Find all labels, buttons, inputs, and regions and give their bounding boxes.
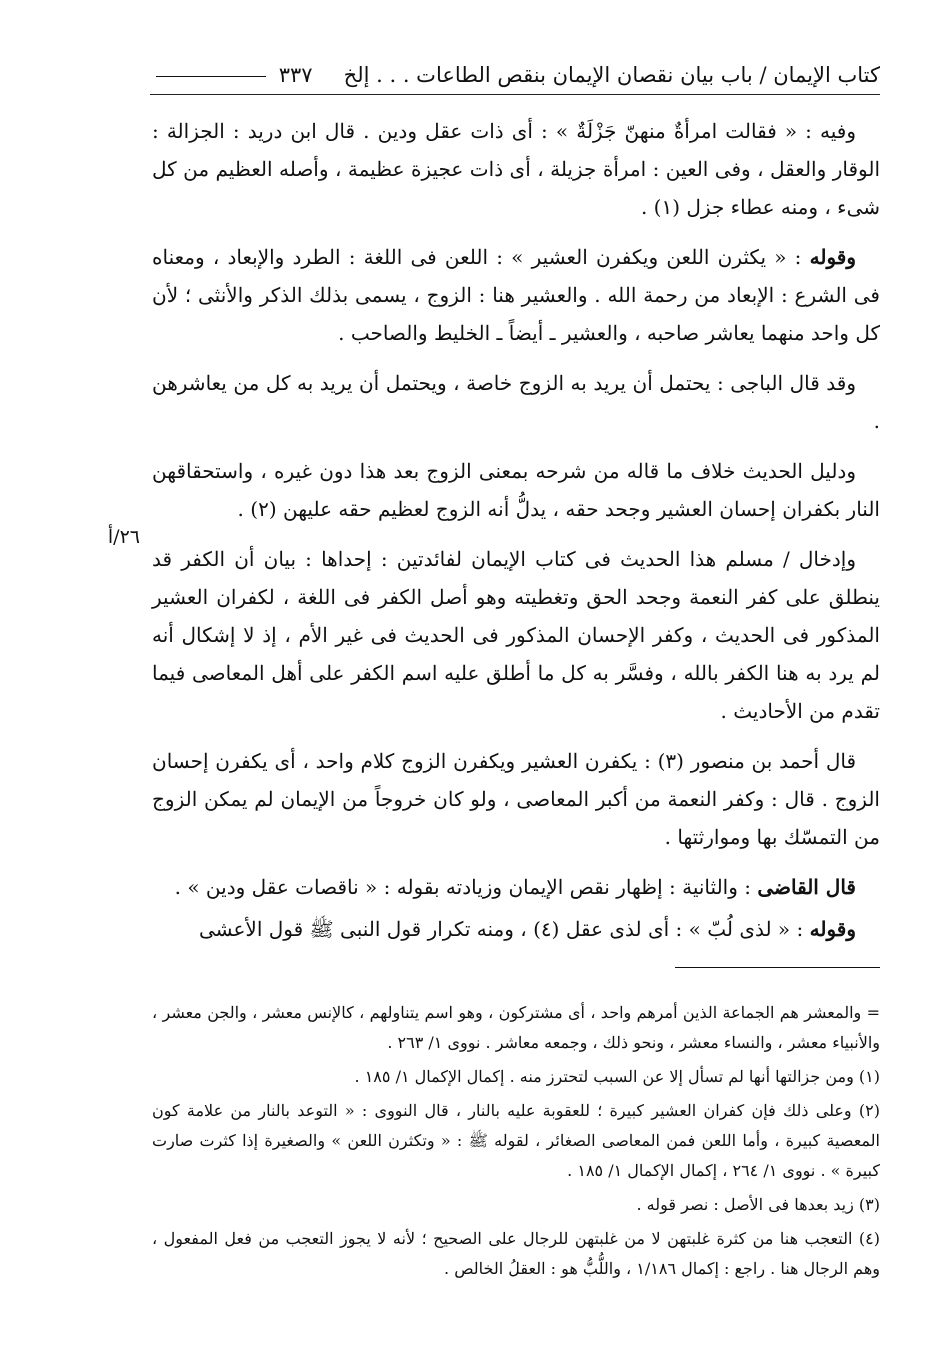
paragraph-text: ودليل الحديث خلاف ما قاله من شرحه بمعنى الزوج بعد هذا دون غيره ، واستحقاقهن النار بكفران إحسان العشير وجحد حقه ، يدلُّ أنه الزوج لعظيم حقه عليهن (٢) . bbox=[152, 459, 880, 521]
footnote-divider bbox=[675, 967, 880, 968]
page-number-group bbox=[150, 58, 313, 92]
paragraph-text: وقد قال الباجى : يحتمل أن يريد به الزوج خاصة ، ويحتمل أن يريد به كل من يعاشرهن . bbox=[152, 371, 880, 433]
footnote-3: (٣) زيد بعدها فى الأصل : نصر قوله . bbox=[636, 1195, 880, 1214]
margin-folio-note: ٢٦/أ bbox=[107, 526, 140, 548]
footnote-continuation: = والمعشر هم الجماعة الذين أمرهم واحد ، أى مشتركون ، وهو اسم يتناولهم ، كالإنس معشر ، والجن معشر ، والأنبياء معشر ، والنساء معشر ، ونحو ذلك ، وجمعه معاشر . نووى ١/ ٢٦٣ . bbox=[152, 1003, 880, 1052]
paragraph-1 bbox=[152, 112, 880, 226]
paragraph-7 bbox=[152, 868, 880, 906]
footnote-4: (٤) التعجب هنا من كثرة غلبتهن لا من غلبتهن للرجال على الصحيح ؛ لأنه لا يجوز التعجب من فعل المفعول ، وهم الرجال هنا . راجع : إكمال ١/١٨٦ ، واللُّبُّ هو : العقلُ الخالص . bbox=[152, 1229, 880, 1278]
footnote-1: (١) ومن جزالتها أنها لم تسأل إلا عن السبب لتحترز منه . إكمال الإكمال ١/ ١٨٥ . bbox=[354, 1067, 880, 1086]
paragraph-4 bbox=[152, 452, 880, 528]
header-title: كتاب الإيمان / باب بيان نقصان الإيمان بنقص الطاعات . . . إلخ bbox=[343, 63, 880, 87]
paragraph-text: : والثانية : إظهار نقص الإيمان وزيادته بقوله : « ناقصات عقل ودين » . bbox=[174, 875, 758, 899]
paragraph-text: وإدخال / مسلم هذا الحديث فى كتاب الإيمان لفائدتين : إحداها : بيان أن الكفر قد ينطلق على كفر النعمة وجحد الحق وتغطيته وهو أصل الكفر فى اللغة ، لكفران العشير المذكور فى الحديث ، وكفر الإحسان المذكور فى الحديث فى غير الأم ، إذ لا إشكال أنه لم يرد به هنا الكفر بالله ، وفسَّر به كل ما أطلق عليه اسم الكفر على أهل المعاصى فيما تقدم من الأحاديث . bbox=[152, 547, 880, 723]
paragraph-6 bbox=[152, 742, 880, 856]
paragraph-2 bbox=[152, 238, 880, 352]
paragraph-text: قال أحمد بن منصور (٣) : يكفرن العشير ويكفرن الزوج كلام واحد ، أى يكفرن إحسان الزوج . قال : وكفر النعمة من أكبر المعاصى ، ولو كان خروجاً من الإيمان لم يمكن الزوج من التمسّك بها وموارثتها . bbox=[152, 749, 880, 849]
footnote-2: (٢) وعلى ذلك فإن كفران العشير كبيرة ؛ للعقوبة عليه بالنار ، قال النووى : « التوعد بالنار من علامة كون المعصية كبيرة ، وأما اللعن فمن المعاصى الصغائر ، لقوله ﷺ : « وتكثرن اللعن » والصغيرة إذا كثرت صارت كبيرة » . نووى ١/ ٢٦٤ ، إكمال الإكمال ١/ ١٨٥ . bbox=[152, 1101, 880, 1180]
header-dash bbox=[156, 76, 266, 77]
footnotes bbox=[152, 998, 880, 1288]
paragraph-lead: وقوله bbox=[809, 917, 856, 941]
paragraph-lead: وقوله bbox=[809, 245, 856, 269]
paragraph-text: وفيه : « فقالت امرأةٌ منهنّ جَزْلَةٌ » : أى ذات عقل ودين . قال ابن دريد : الجزالة : الوقار والعقل ، وفى العين : امرأة جزيلة ، أى ذات عجيزة عظيمة ، وأصله العظيم من كل شىء ، ومنه عطاء جزل (١) . bbox=[152, 119, 880, 219]
page-number: ٣٣٧ bbox=[278, 63, 313, 87]
running-header bbox=[150, 58, 880, 95]
paragraph-8 bbox=[152, 910, 880, 948]
paragraph-text: : « لذى لُبّ » : أى لذى عقل (٤) ، ومنه تكرار قول النبى ﷺ قول الأعشى bbox=[198, 917, 810, 941]
paragraph-3 bbox=[152, 364, 880, 440]
paragraph-text: : « يكثرن اللعن ويكفرن العشير » : اللعن فى اللغة : الطرد والإبعاد ، ومعناه فى الشرع : الإبعاد من رحمة الله . والعشير هنا : الزوج ، يسمى بذلك الذكر والأنثى ؛ لأن كل واحد منهما يعاشر صاحبه ، والعشير ـ أيضاً ـ الخليط والصاحب . bbox=[152, 245, 880, 345]
paragraph-lead: قال القاضى bbox=[757, 875, 856, 899]
main-text bbox=[152, 112, 880, 960]
paragraph-5 bbox=[152, 540, 880, 730]
